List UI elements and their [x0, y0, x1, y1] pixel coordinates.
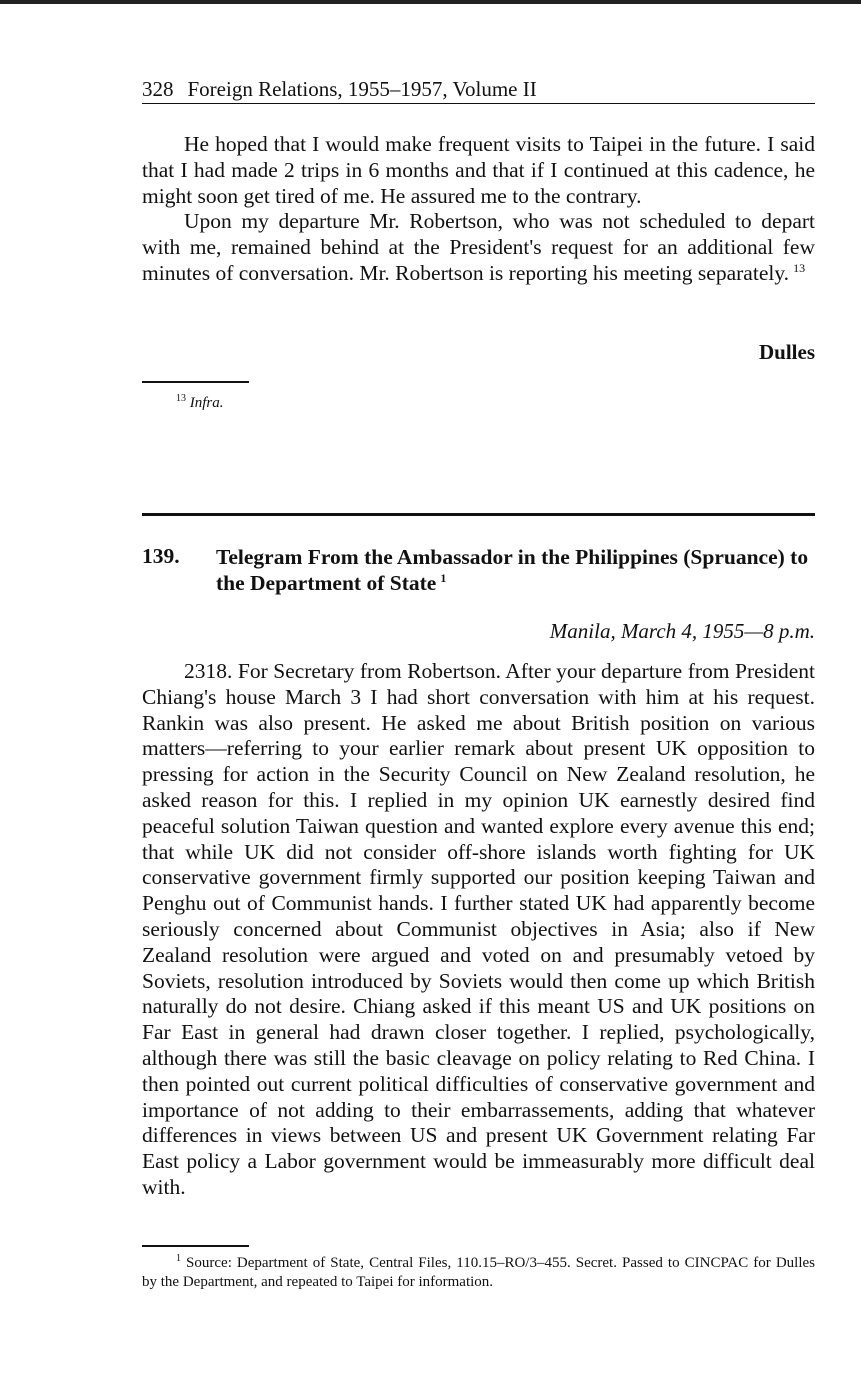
- telegram-body: [142, 659, 815, 1201]
- section-divider: [142, 513, 815, 516]
- signature: Dulles: [758, 340, 815, 364]
- footnote-rule: [142, 1245, 249, 1247]
- footnote-1: [142, 1254, 815, 1292]
- volume-title: Foreign Relations, 1955–1957, Volume II: [187, 77, 537, 101]
- paragraph: Upon my departure Mr. Robertson, who was not scheduled to depart with me, remained behind at the President's request for an additional few minutes of conversation. Mr. Robertson is reporting his meeting separately. $^{13}$: [142, 209, 815, 285]
- footnote-number: 13: [176, 393, 186, 404]
- header-rule: [142, 103, 815, 104]
- previous-document-text: [142, 132, 815, 287]
- footnote-text: Source: Department of State, Central Files, 110.15–RO/3–455. Secret. Passed to CINCPAC for Dulles by the Department, and repeated to Taipei for information.: [142, 1255, 815, 1290]
- paragraph: He hoped that I would make frequent visits to Taipei in the future. I said that I had made 2 trips in 6 months and that if I continued at this cadence, he might soon get tired of me. He assured me to the contrary.: [142, 132, 815, 208]
- running-header: [142, 76, 815, 102]
- dateline: Manila, March 4, 1955—8 p.m.: [549, 619, 815, 643]
- footnote-text: Infra.: [189, 395, 224, 411]
- footnote-rule: [142, 381, 249, 383]
- footnote-reference: 1: [440, 570, 447, 585]
- footnote-number: 1: [176, 1253, 181, 1264]
- document-number: 139.: [142, 544, 180, 568]
- footnote-13: [176, 394, 224, 413]
- footnote-reference: 13: [793, 260, 806, 275]
- page-number: 328: [142, 77, 174, 101]
- document-title: Telegram From the Ambassador in the Philippines (Spruance) to the Department of State $^1$: [216, 545, 809, 595]
- paragraph: 2318. For Secretary from Robertson. After your departure from President Chiang's house March 3 I had short conversation with him at his request. Rankin was also present. He asked me about British position on various matters—referring to your earlier remark about present UK opposition to pressing for action in the Security Council on New Zealand resolution, he asked reason for this. I replied in my opinion UK earnestly desired find peaceful solution Taiwan question and wanted explore every avenue this end; that while UK did not consider off-shore islands worth fighting for UK conservative government firmly supported our position keeping Taiwan and Penghu out of Communist hands. I further stated UK had apparently become seriously concerned about Communist objectives in Asia; also if New Zealand resolution were argued and voted on and presumably vetoed by Soviets, resolution introduced by Soviets would then come up which British naturally do not desire. Chiang asked if this meant US and UK positions on Far East in general had drawn closer together. I replied, psychologically, although there was still the basic cleavage on policy relating to Red China. I then pointed out current political difficulties of conservative government and importance of not adding to their embarrassements, adding that whatever differences in views between US and present UK Government relating Far East policy a Labor government would be immeasurably more difficult deal with.: [142, 659, 815, 1199]
- page-top-edge: [0, 0, 861, 4]
